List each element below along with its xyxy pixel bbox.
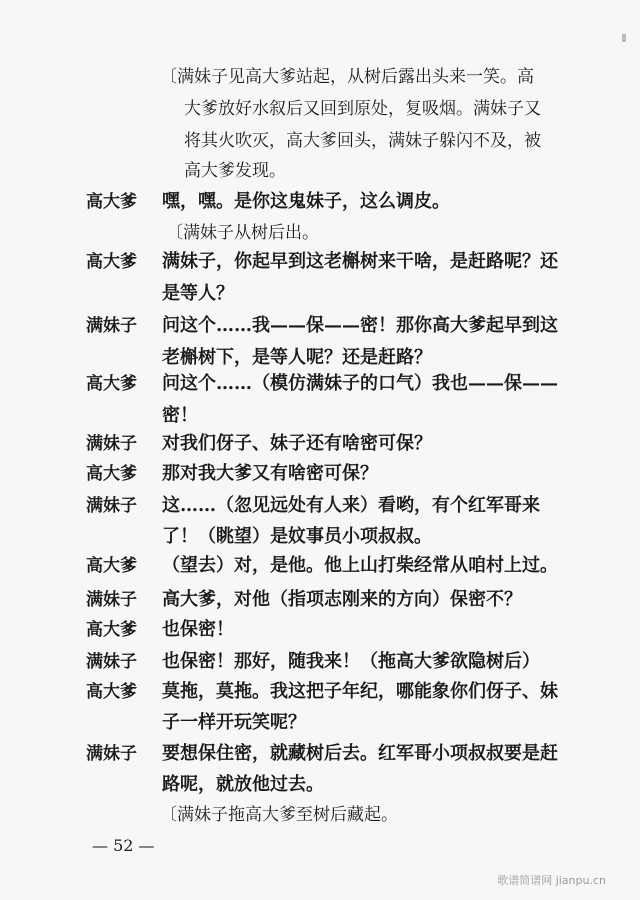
speech-line: 这……（忽见远处有人来）看哟，有个红军哥来: [162, 495, 540, 516]
speech-line: 了！（眺望）是妏事员小项叔叔。: [162, 526, 432, 547]
speaker-name: 高大爹: [86, 620, 137, 640]
speech-line: 要想保住密，就藏树后去。红军哥小项叔叔要是赶: [162, 743, 558, 764]
speech-line: 也保密！那好，随我来！（拖高大爹欲隐树后）: [162, 651, 540, 672]
page-number: — 52 —: [92, 836, 155, 855]
page-edge-mark: [622, 34, 626, 42]
speaker-name: 高大爹: [86, 682, 137, 702]
speech-line: 那对我大爹又有啥密可保？: [162, 463, 378, 484]
speech-line: 老槲树下，是等人呢？还是赶路？: [162, 347, 432, 368]
speech-line: 密！: [162, 405, 198, 426]
speaker-name: 满妹子: [86, 590, 137, 610]
speech-line: 莫拖，莫拖。我这把子年纪，哪能象你们伢子、妹: [162, 681, 558, 702]
speech-line: 子一样开玩笑呢？: [162, 712, 306, 733]
stage-line: 大爹放好水叙后又回到原处，复吸烟。满妹子又: [184, 99, 541, 119]
speaker-name: 高大爹: [86, 464, 137, 484]
speech-line: 满妹子，你起早到这老槲树来干啥，是赶路呢？还: [162, 251, 558, 272]
speaker-name: 满妹子: [86, 744, 137, 764]
speaker-name: 高大爹: [86, 192, 137, 212]
speech-line: 嘿，嘿。是你这鬼妹子，这么调皮。: [162, 191, 450, 212]
speech-line: （望去）对，是他。他上山打柴经常从咱村上过。: [162, 555, 558, 576]
speaker-name: 高大爹: [86, 556, 137, 576]
speaker-name: 满妹子: [86, 316, 137, 336]
speech-line: 也保密！: [162, 619, 234, 640]
stage-line: 〔满妹子从树后出。: [166, 223, 319, 243]
speaker-name: 高大爹: [86, 374, 137, 394]
speech-line: 问这个……（模仿满妹子的口气）我也——保——: [162, 373, 558, 394]
speech-line: 问这个……我——保——密！那你高大爹起早到这: [162, 315, 558, 336]
stage-line: 〔满妹子拖高大爹至树后藏起。: [160, 805, 398, 825]
stage-line: 高大爹发现。: [184, 161, 286, 181]
stage-line: 〔满妹子见高大爹站起，从树后露出头来一笑。高: [160, 67, 534, 87]
speaker-name: 满妹子: [86, 652, 137, 672]
speaker-name: 满妹子: [86, 434, 137, 454]
site-watermark: 歌谱简谱网 jianpu.cn: [497, 874, 606, 887]
speaker-name: 满妹子: [86, 496, 137, 516]
speaker-name: 高大爹: [86, 252, 137, 272]
speech-line: 路呢，就放他过去。: [162, 774, 324, 795]
speech-line: 是等人？: [162, 283, 234, 304]
speech-line: 对我们伢子、妹子还有啥密可保？: [162, 433, 432, 454]
stage-line: 将其火吹灭，高大爹回头，满妹子躲闪不及，被: [184, 131, 541, 151]
speech-line: 高大爹，对他（指项志刚来的方向）保密不？: [162, 589, 522, 610]
